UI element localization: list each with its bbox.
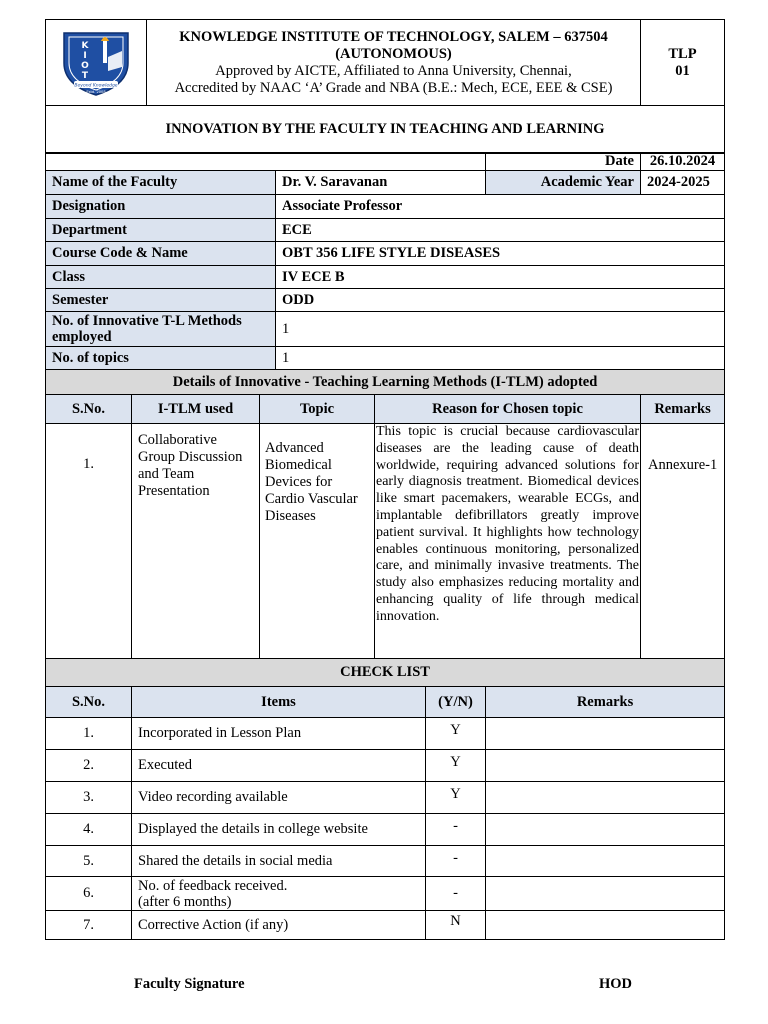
col-reason: Reason for Chosen topic [375,395,641,424]
designation-label: Designation [46,195,276,219]
check-sno: 3. [46,782,132,814]
check-sno: 2. [46,750,132,782]
check-remarks [486,814,725,846]
logo-letter: T [81,70,89,81]
logo-letter: I [83,50,87,61]
academic-year-value: 2024-2025 [641,171,725,195]
doc-code-line2: 01 [675,63,690,79]
doc-code [641,20,725,106]
checklist-table [45,658,725,940]
row-topic: Advanced Biomedical Devices for Cardio Vascular Diseases [260,424,375,659]
check-remarks [486,877,725,911]
class-label: Class [46,266,276,289]
table-row [46,814,725,846]
row-remarks: Annexure-1 [641,424,725,659]
course-value: OBT 356 LIFE STYLE DISEASES [276,242,725,266]
check-item: Corrective Action (if any) [132,911,426,940]
col-remarks: Remarks [641,395,725,424]
col-topic: Topic [260,395,375,424]
table-row [46,911,725,940]
table-row [46,424,725,659]
check-yn: Y [426,750,486,782]
check-sno: 7. [46,911,132,940]
hod-signature-label: HOD [599,976,633,992]
institute-logo-icon [56,27,136,99]
col-sno: S.No. [46,395,132,424]
faculty-value: Dr. V. Saravanan [276,171,486,195]
check-remarks [486,846,725,877]
logo-letter: K [81,40,89,51]
date-label: Date [486,153,641,171]
check-yn: - [426,877,486,911]
department-label: Department [46,219,276,242]
header-table [45,19,725,154]
check-item: Incorporated in Lesson Plan [132,718,426,750]
itlm-table [45,369,725,659]
semester-value: ODD [276,289,725,312]
checklist-heading: CHECK LIST [46,659,725,687]
check-yn: Y [426,718,486,750]
check-sno: 1. [46,718,132,750]
check-remarks [486,782,725,814]
date-value: 26.10.2024 [641,153,725,171]
logo-est: Estd. 2008 [86,89,106,94]
institute-info [147,20,641,106]
table-row [46,846,725,877]
logo-cell [46,20,147,106]
check-yn: N [426,911,486,940]
row-reason: This topic is crucial because cardiovascular diseases are the leading cause of death worldwide, requiring advanced solutions for early diagnosis treatment. Biomedical devices like smart pacemakers, wearable ECGs, and implantable defibrillators greatly improve patient survival. It highlights how technology enables continuous monitoring, personalized care, and minimally invasive treatments. The study also emphasizes reducing mortality and enhancing quality of life through medical innovation. [375,424,641,659]
check-sno: 4. [46,814,132,846]
autonomous-label: (AUTONOMOUS) [335,45,452,62]
designation-value: Associate Professor [276,195,725,219]
check-item-line2: (after 6 months) [138,893,232,910]
faculty-info-table [45,152,725,370]
logo-motto: Beyond Knowledge [74,83,118,88]
check-item: Executed [132,750,426,782]
accreditation-line: Accredited by NAAC ‘A’ Grade and NBA (B.E.: Mech, ECE, EEE & CSE) [174,79,613,96]
check-item [132,877,426,911]
methods-label: No. of Innovative T-L Methods employed [46,312,276,347]
course-label: Course Code & Name [46,242,276,266]
check-item: Shared the details in social media [132,846,426,877]
check-yn: - [426,814,486,846]
check-col-items: Items [132,687,426,718]
logo-letter: O [81,60,89,71]
methods-value: 1 [276,312,725,347]
check-item-line1: No. of feedback received. [138,877,288,894]
check-sno: 6. [46,877,132,911]
faculty-signature-label: Faculty Signature [134,976,245,992]
check-remarks [486,750,725,782]
check-yn: Y [426,782,486,814]
table-row [46,877,725,911]
form-title: INNOVATION BY THE FACULTY IN TEACHING AND LEARNING [46,106,725,154]
table-row [46,782,725,814]
check-yn: - [426,846,486,877]
row-sno: 1. [46,424,132,659]
table-row [46,718,725,750]
faculty-label: Name of the Faculty [46,171,276,195]
topics-label: No. of topics [46,347,276,370]
check-col-sno: S.No. [46,687,132,718]
institute-name: KNOWLEDGE INSTITUTE OF TECHNOLOGY, SALEM – 637504 [179,28,608,45]
semester-label: Semester [46,289,276,312]
check-remarks [486,718,725,750]
check-col-yn: (Y/N) [426,687,486,718]
approval-line: Approved by AICTE, Affiliated to Anna University, Chennai, [215,62,572,79]
check-item: Displayed the details in college website [132,814,426,846]
col-itlm: I-TLM used [132,395,260,424]
academic-year-label: Academic Year [486,171,641,195]
row-itlm: Collaborative Group Discussion and Team Presentation [132,424,260,659]
topics-value: 1 [276,347,725,370]
check-col-remarks: Remarks [486,687,725,718]
doc-code-line1: TLP [668,46,697,62]
table-row [46,750,725,782]
class-value: IV ECE B [276,266,725,289]
check-remarks [486,911,725,940]
itlm-heading: Details of Innovative - Teaching Learning Methods (I-TLM) adopted [46,370,725,395]
check-item: Video recording available [132,782,426,814]
check-sno: 5. [46,846,132,877]
department-value: ECE [276,219,725,242]
